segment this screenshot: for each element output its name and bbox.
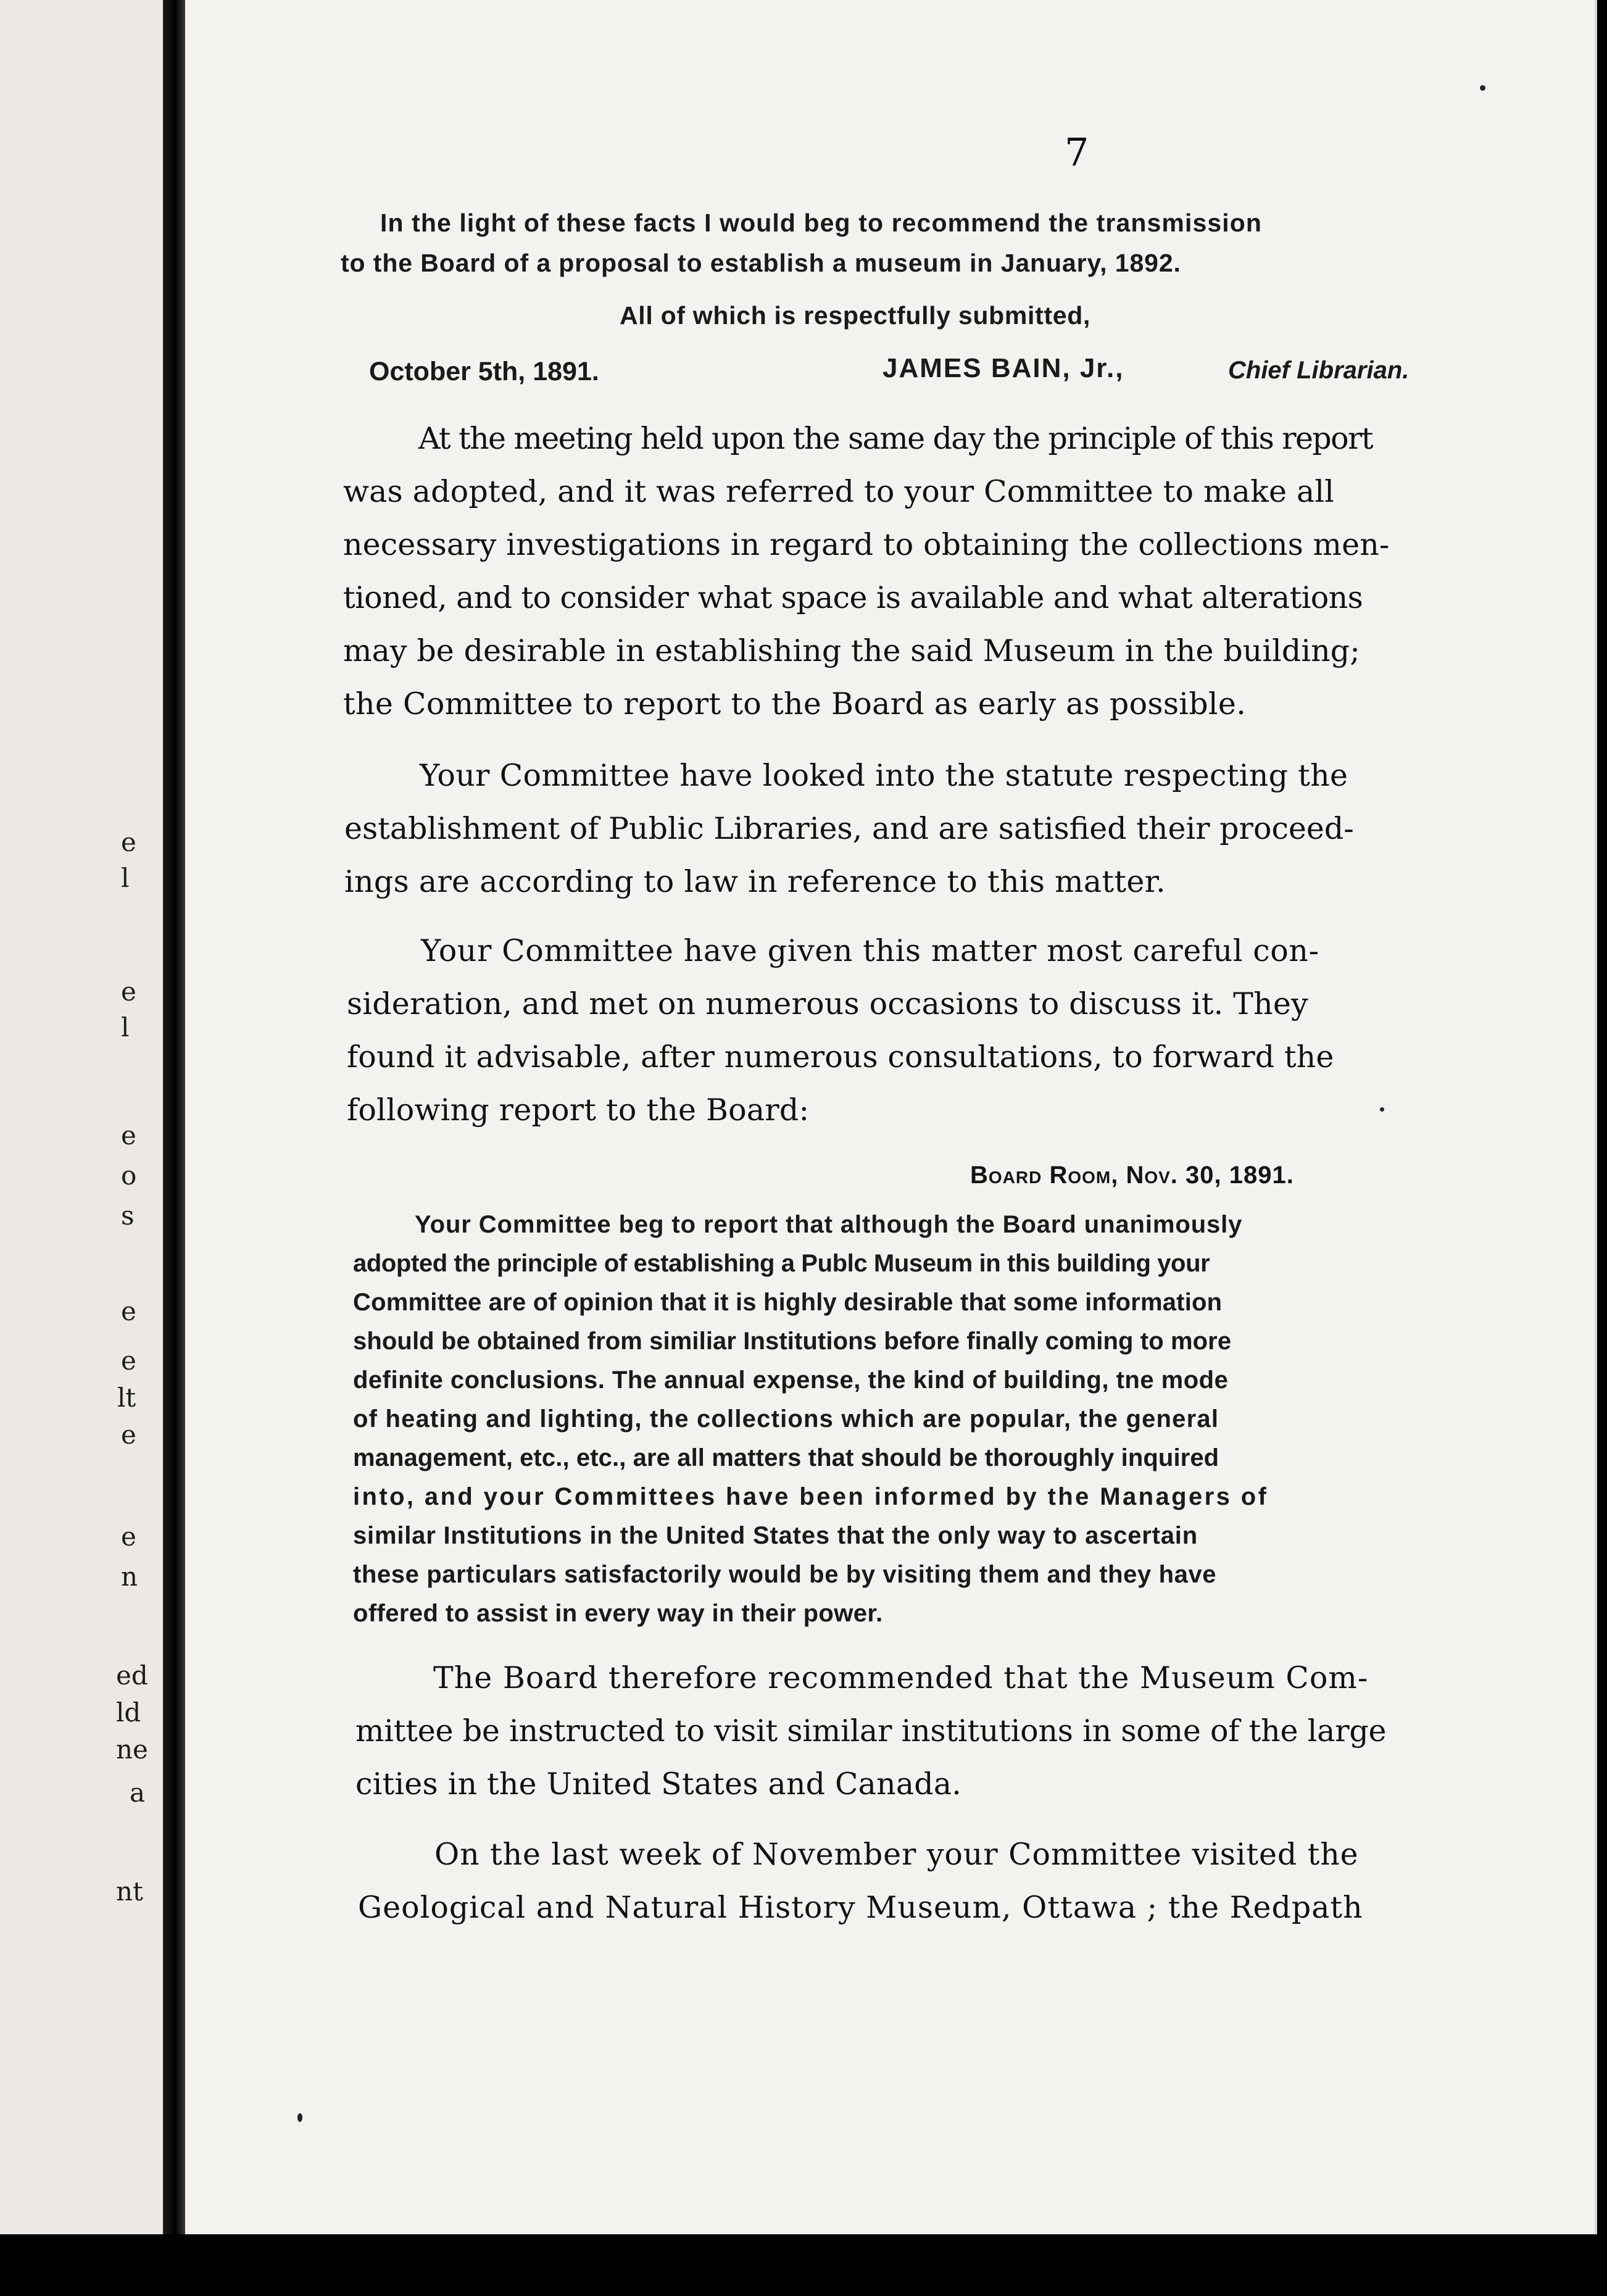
paragraph-line: Geological and Natural History Museum, Ottawa ; the Redpath	[358, 1890, 1363, 1925]
facing-page-fragment: nt	[116, 1876, 143, 1907]
paragraph-line: At the meeting held upon the same day the principle of this report	[418, 421, 1372, 456]
quoted-report-line: of heating and lighting, the collections which are popular, the general	[353, 1405, 1219, 1433]
signature-title: Chief Librarian.	[1228, 357, 1410, 384]
facing-page-fragment: ed	[116, 1660, 148, 1691]
quoted-report-line: adopted the principle of establishing a Publc Museum in this building your	[353, 1250, 1210, 1277]
quoted-report-line: management, etc., etc., are all matters that should be thoroughly inquired	[353, 1444, 1219, 1471]
report-date: October 5th, 1891.	[369, 357, 599, 386]
facing-page-fragment: l	[121, 863, 130, 893]
quoted-report-line: these particulars satisfactorily would be by visiting them and they have	[353, 1561, 1217, 1588]
paragraph-line: The Board therefore recommended that the Museum Com-	[433, 1660, 1369, 1695]
facing-page-fragment: o	[121, 1160, 137, 1191]
print-speck	[1480, 85, 1485, 91]
report-line: In the light of these facts I would beg to recommend the transmission	[380, 209, 1263, 237]
paragraph-line: following report to the Board:	[347, 1092, 810, 1128]
paragraph-line: necessary investigations in regard to obtaining the collections men-	[343, 527, 1390, 562]
paragraph-line: found it advisable, after numerous consultations, to forward the	[347, 1039, 1334, 1075]
facing-page-fragment: e	[121, 1420, 136, 1450]
facing-page-fragment: ld	[116, 1697, 141, 1728]
paragraph-line: Your Committee have looked into the statute respecting the	[420, 758, 1348, 793]
facing-page-fragment: lt	[117, 1383, 136, 1413]
scan-border	[0, 2234, 1607, 2296]
facing-page-fragment: e	[121, 1346, 136, 1376]
quoted-report-line: Committee are of opinion that it is highly desirable that some information	[353, 1289, 1223, 1316]
paragraph-line: establishment of Public Libraries, and are satisfied their proceed-	[344, 811, 1354, 846]
paragraph-line: Your Committee have given this matter most careful con-	[421, 933, 1319, 968]
facing-page-fragment: e	[121, 827, 136, 857]
facing-page-fragment: e	[121, 1521, 136, 1552]
quoted-report-line: should be obtained from similiar Institutions before finally coming to more	[353, 1328, 1232, 1355]
quoted-report-line: definite conclusions. The annual expense, the kind of building, tne mode	[353, 1366, 1229, 1394]
print-speck	[297, 2113, 302, 2122]
paragraph-line: ings are according to law in reference to this matter.	[344, 864, 1166, 899]
facing-page-fragment: e	[121, 1120, 136, 1150]
facing-page-fragment: e	[121, 976, 136, 1007]
facing-page-fragment: a	[130, 1778, 146, 1808]
paragraph-line: the Committee to report to the Board as early as possible.	[343, 686, 1247, 722]
facing-page-fragment: l	[121, 1012, 130, 1042]
page-edge-shadow	[163, 0, 175, 2296]
board-room-dateline: Board Room, Nov. 30, 1891.	[970, 1162, 1294, 1189]
report-line: to the Board of a proposal to establish a museum in January, 1892.	[341, 249, 1181, 277]
document-page	[185, 0, 1597, 2296]
quoted-report-line: into, and your Committees have been informed by the Managers of	[353, 1483, 1269, 1510]
paragraph-line: may be desirable in establishing the said Museum in the building;	[343, 633, 1360, 668]
paragraph-line: was adopted, and it was referred to your Committee to make all	[343, 474, 1335, 509]
quoted-report-line: Your Committee beg to report that although the Board unanimously	[415, 1211, 1243, 1238]
paragraph-line: On the last week of November your Committee visited the	[434, 1837, 1359, 1872]
quoted-report-line: similar Institutions in the United States that the only way to ascertain	[353, 1522, 1198, 1549]
facing-page-fragment: ne	[116, 1734, 148, 1765]
facing-page-fragment: n	[121, 1562, 138, 1592]
quoted-report-line: offered to assist in every way in their power.	[353, 1600, 883, 1627]
paragraph-line: mittee be instructed to visit similar institutions in some of the large	[355, 1713, 1387, 1749]
facing-page	[0, 0, 163, 2296]
print-speck	[1380, 1107, 1384, 1112]
facing-page-fragment: s	[121, 1200, 135, 1231]
paragraph-line: tioned, and to consider what space is available and what alterations	[343, 580, 1363, 615]
facing-page-fragment: e	[121, 1296, 136, 1326]
paragraph-line: sideration, and met on numerous occasions to discuss it. They	[347, 986, 1308, 1021]
signature-name: JAMES BAIN, Jr.,	[882, 353, 1124, 383]
submitted-line: All of which is respectfully submitted,	[620, 301, 1091, 330]
paragraph-line: cities in the United States and Canada.	[355, 1766, 962, 1802]
page-number: 7	[1065, 130, 1089, 175]
